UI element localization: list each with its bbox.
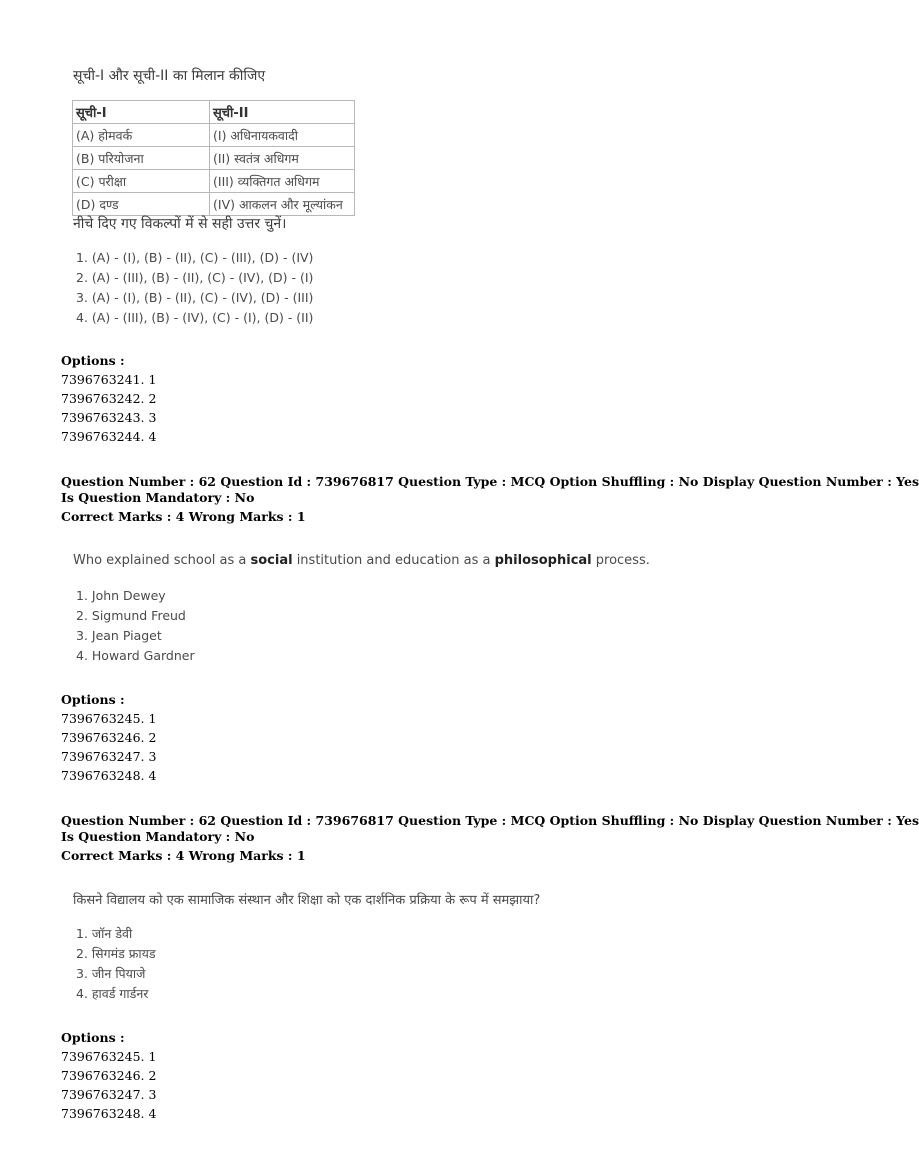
table-header-cell: सूची-II: [210, 101, 355, 124]
answer-choices-q2: [76, 586, 195, 666]
table-cell: (A) होमवर्क: [73, 124, 210, 147]
option-id: 7396763245. 1: [61, 711, 157, 726]
question-text-part: process.: [591, 553, 650, 568]
question-meta-line: Correct Marks : 4 Wrong Marks : 1: [61, 848, 306, 863]
answer-choice: 4. (A) - (III), (B) - (IV), (C) - (I), (D) - (II): [76, 310, 314, 325]
options-block-q3: [61, 1028, 156, 1123]
answer-choice: 2. सिगमंड फ्रायड: [76, 946, 156, 961]
match-table: [72, 100, 355, 216]
question-meta-line: Correct Marks : 4 Wrong Marks : 1: [61, 509, 306, 524]
choose-instruction: नीचे दिए गए विकल्पों में से सही उत्तर चुनें।: [73, 216, 287, 232]
answer-choice: 3. जीन पियाजे: [76, 966, 146, 981]
answer-choice: 1. जॉन डेवी: [76, 926, 133, 941]
table-row: [73, 147, 355, 170]
answer-choice: 4. Howard Gardner: [76, 648, 195, 663]
table-cell: (D) दण्ड: [73, 193, 210, 216]
table-cell: (IV) आकलन और मूल्यांकन: [210, 193, 355, 216]
table-header-row: [73, 101, 355, 124]
option-id: 7396763247. 3: [61, 749, 157, 764]
question-meta-line: Is Question Mandatory : No: [61, 490, 255, 505]
question-meta-q2: [61, 472, 919, 526]
table-row: [73, 124, 355, 147]
question-text-part: institution and education as a: [292, 553, 495, 568]
option-id: 7396763243. 3: [61, 410, 157, 425]
question-text-emphasis: social: [250, 553, 293, 568]
option-id: 7396763245. 1: [61, 1049, 157, 1064]
answer-choice: 2. Sigmund Freud: [76, 608, 186, 623]
table-cell: (B) परियोजना: [73, 147, 210, 170]
table-row: [73, 193, 355, 216]
question-text-hi: किसने विद्यालय को एक सामाजिक संस्थान और शिक्षा को एक दार्शनिक प्रक्रिया के रूप में समझाया?: [73, 893, 541, 908]
table-cell: (II) स्वतंत्र अधिगम: [210, 147, 355, 170]
question-text-en: [73, 553, 650, 568]
answer-choices-q1: [76, 248, 313, 328]
answer-choice: 3. Jean Piaget: [76, 628, 162, 643]
answer-choice: 3. (A) - (I), (B) - (II), (C) - (IV), (D) - (III): [76, 290, 314, 305]
option-id: 7396763246. 2: [61, 730, 157, 745]
table-cell: (III) व्यक्तिगत अधिगम: [210, 170, 355, 193]
answer-choice: 2. (A) - (III), (B) - (II), (C) - (IV), (D) - (I): [76, 270, 314, 285]
answer-choices-q3: [76, 924, 156, 1004]
options-label: Options :: [61, 692, 125, 707]
option-id: 7396763242. 2: [61, 391, 157, 406]
options-block-q2: [61, 690, 156, 785]
table-header-cell: सूची-I: [73, 101, 210, 124]
option-id: 7396763241. 1: [61, 372, 157, 387]
options-label: Options :: [61, 1030, 125, 1045]
question-meta-q3: [61, 811, 919, 865]
option-id: 7396763248. 4: [61, 1106, 157, 1121]
question-meta-line: Is Question Mandatory : No: [61, 829, 255, 844]
answer-choice: 4. हावर्ड गार्डनर: [76, 986, 149, 1001]
table-cell: (I) अधिनायकवादी: [210, 124, 355, 147]
question-text-part: Who explained school as a: [73, 553, 251, 568]
answer-choice: 1. (A) - (I), (B) - (II), (C) - (III), (D) - (IV): [76, 250, 314, 265]
answer-choice: 1. John Dewey: [76, 588, 166, 603]
option-id: 7396763247. 3: [61, 1087, 157, 1102]
question-meta-line: Question Number : 62 Question Id : 739676817 Question Type : MCQ Option Shuffling : No Display Question Number : Yes: [61, 813, 919, 828]
table-row: [73, 170, 355, 193]
option-id: 7396763248. 4: [61, 768, 157, 783]
question-text-emphasis: philosophical: [494, 553, 592, 568]
table-cell: (C) परीक्षा: [73, 170, 210, 193]
match-heading: सूची-I और सूची-II का मिलान कीजिए: [73, 68, 266, 84]
options-label: Options :: [61, 353, 125, 368]
option-id: 7396763244. 4: [61, 429, 157, 444]
options-block-q1: [61, 351, 156, 446]
question-meta-line: Question Number : 62 Question Id : 739676817 Question Type : MCQ Option Shuffling : No Display Question Number : Yes: [61, 474, 919, 489]
option-id: 7396763246. 2: [61, 1068, 157, 1083]
